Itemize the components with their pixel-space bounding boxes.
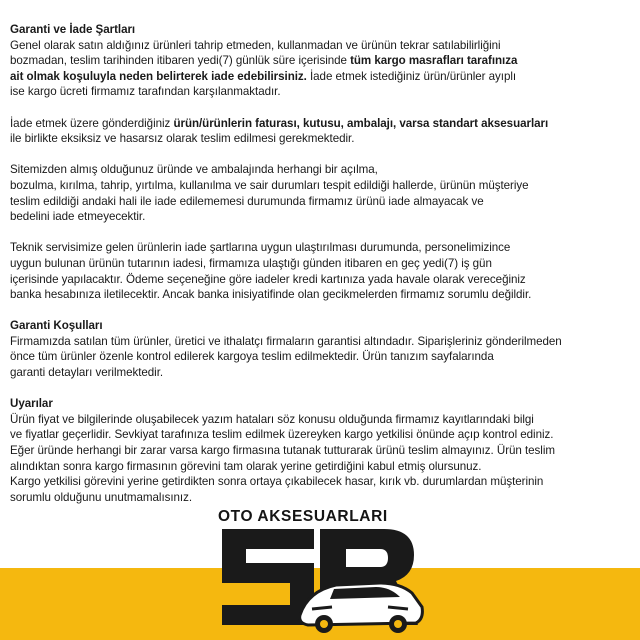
section-uyarilar bbox=[10, 396, 634, 505]
car-icon bbox=[300, 583, 423, 633]
paragraph: Genel olarak satın aldığınız ürünleri tahrip etmeden, kullanmadan ve ürünün tekrar satılabilirliğini bozmadan, teslim tarihinden itibaren yedi(7) günlük süre içerisinde tüm kargo masrafları tarafınıza ait olmak koşuluyla neden belirterek iade edebilirsiniz. İade etmek istediğiniz ürün/ürünler ayıplı ise kargo ücreti firmamız tarafından karşılanmaktadır. bbox=[10, 38, 518, 99]
section-heading: Garanti ve İade Şartları bbox=[10, 23, 136, 36]
section-heading: Uyarılar bbox=[10, 397, 53, 411]
paragraph: İade etmek üzere gönderdiğiniz ürün/ürünlerin faturası, kutusu, ambalajı, varsa standart aksesuarları ile birlikte eksiksiz ve hasarsız olarak teslim edilmesi gerekmektedir. bbox=[10, 116, 549, 146]
section-garanti-iade bbox=[10, 22, 634, 303]
paragraph: Sitemizden almış olduğunuz üründe ve ambalajında herhangi bir açılma, bozulma, kırılma, tahrip, yırtılma, kullanılma ve sair durumları tespit edildiği hallerde, ürünün müşteriye teslim edildiği andaki hali ile iade edilememesi durumunda firmamız ürünü iade almayacak ve bedelini iade etmeyecektir. bbox=[10, 163, 529, 224]
document-body bbox=[10, 22, 634, 505]
brand-name: OTO AKSESUARLARI bbox=[218, 508, 388, 525]
brand-logo bbox=[212, 527, 428, 639]
section-garanti-kosullari bbox=[10, 318, 634, 380]
section-heading: Garanti Koşulları bbox=[10, 319, 103, 333]
paragraph: Ürün fiyat ve bilgilerinde oluşabilecek yazım hataları söz konusu olduğunda firmamız kayıtlarındaki bilgi ve fiyatlar geçerlidir. Sevkiyat tarafınıza teslim edilmek üzereyken kargo yetkilisi önünde açıp kontrol ediniz. Eğer üründe herhangi bir zarar varsa kargo firmasına tutanak tutturarak ürünü teslim almayınız. Ürün teslim alındıktan sonra kargo firmasının görevini tam olarak yerine getirdiğini kabul etmiş olursunuz. Kargo yetkilisi görevini yerine getirdikten sonra ortaya çıkabilecek hasar, kırık vb. durumlardan müşterinin sorumlu olduğunu unutmamalısınız. bbox=[10, 412, 555, 504]
paragraph: Teknik servisimize gelen ürünlerin iade şartlarına uygun ulaştırılması durumunda, personelimizince uygun bulunan ürünün tutarının iadesi, firmamıza ulaştığı günden itibaren en geç yedi(7) iş gün içerisinde yapılacaktır. Ödeme seçeneğine göre iadeler kredi kartınıza yada havale olarak vereceğiniz banka hesabınıza iletilecektir. Ancak banka inisiyatifinde olan gecikmelerden firmamız sorumlu değildir. bbox=[10, 241, 532, 302]
paragraph: Firmamızda satılan tüm ürünler, üretici ve ithalatçı firmaların garantisi altındadır. Siparişleriniz gönderilmeden önce tüm ürünler özenle kontrol edilerek kargoya teslim edilmektedir. Ürün tanızım sayfalarında garanti detayları verilmektedir. bbox=[10, 334, 562, 380]
